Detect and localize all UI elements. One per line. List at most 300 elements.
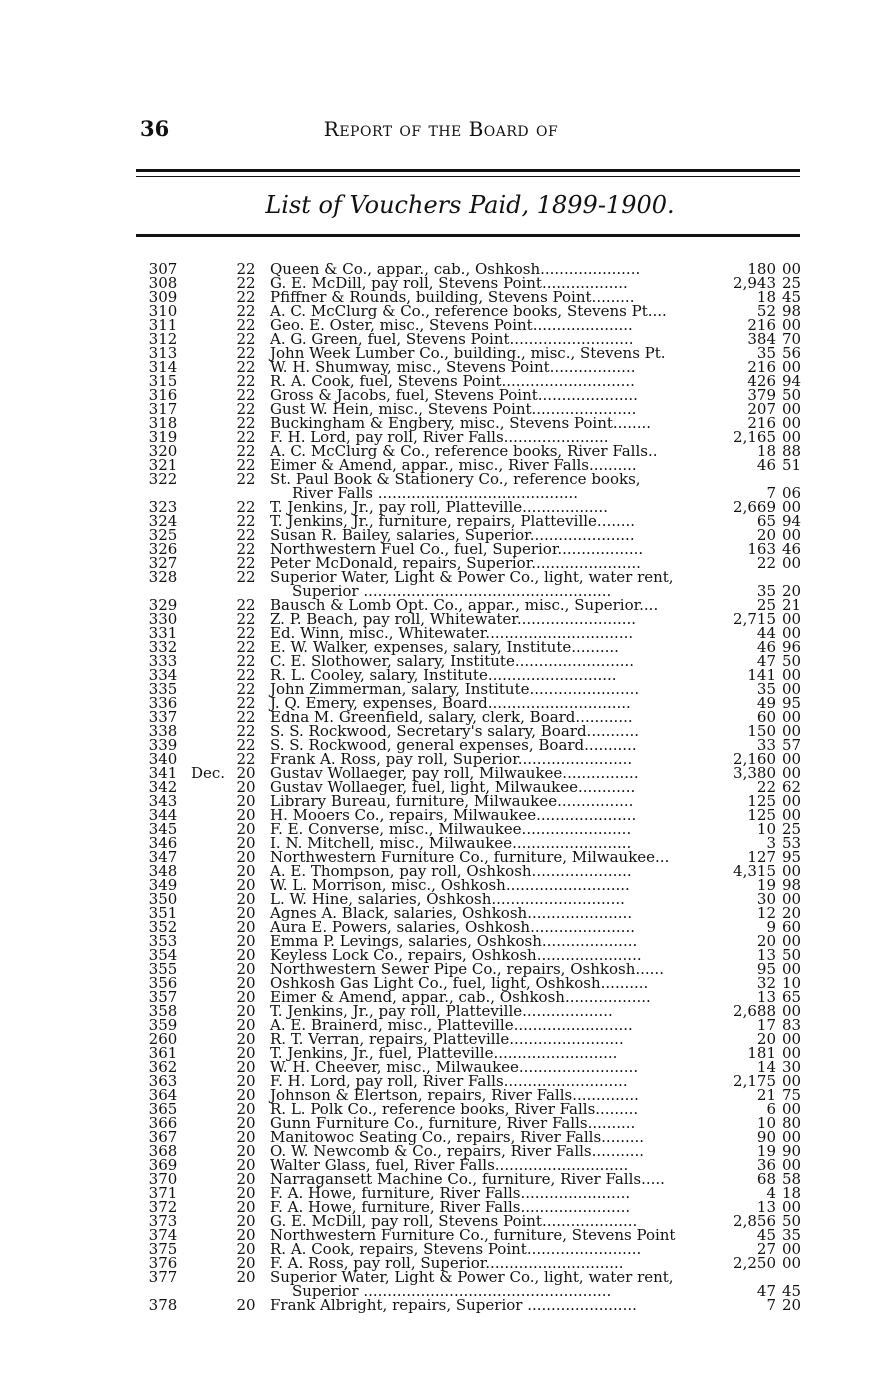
voucher-description-text: Bausch & Lomb Opt. Co., appar., misc., Superior....: [270, 596, 659, 614]
voucher-description-text: T. Jenkins, Jr., furniture, repairs, Platteville........: [270, 512, 636, 530]
voucher-day: 22: [236, 526, 256, 544]
voucher-day: 20: [236, 1296, 256, 1314]
voucher-amount-cents: 45: [782, 1282, 802, 1300]
voucher-number: 308: [148, 274, 178, 292]
voucher-number: 378: [148, 1296, 178, 1314]
voucher-day: 20: [236, 1100, 256, 1118]
voucher-number: 352: [148, 918, 178, 936]
voucher-amount-dollars: 35: [756, 582, 776, 600]
voucher-number: 320: [148, 442, 178, 460]
voucher-day: 20: [236, 918, 256, 936]
voucher-day: 22: [236, 498, 256, 516]
voucher-description-text: Geo. E. Oster, misc., Stevens Point.....................: [270, 316, 633, 334]
voucher-number: 327: [148, 554, 178, 572]
voucher-description: [270, 570, 718, 598]
voucher-number: 368: [148, 1142, 178, 1160]
voucher-amount-dollars: 2,175: [733, 1072, 776, 1090]
voucher-number: 370: [148, 1170, 178, 1188]
voucher-day: 20: [236, 932, 256, 950]
voucher-amount-dollars: 216: [747, 414, 776, 432]
voucher-amount-cents: 30: [782, 1058, 802, 1076]
voucher-number: 366: [148, 1114, 178, 1132]
voucher-description-text: T. Jenkins, Jr., fuel, Platteville..........................: [270, 1044, 618, 1062]
voucher-day: 22: [236, 274, 256, 292]
voucher-number: 318: [148, 414, 178, 432]
voucher-day: 22: [236, 750, 256, 768]
voucher-number: 316: [148, 386, 178, 404]
voucher-description-text: Walter Glass, fuel, River Falls............................: [270, 1156, 629, 1174]
voucher-description-text: W. L. Morrison, misc., Oshkosh..........................: [270, 876, 630, 894]
voucher-amount-dollars: 22: [756, 778, 776, 796]
voucher-amount-dollars: 9: [766, 918, 776, 936]
voucher-amount-cents: 00: [782, 1254, 802, 1272]
voucher-description-text: Frank Albright, repairs, Superior .......................: [270, 1296, 637, 1314]
voucher-amount-cents: 00: [782, 554, 802, 572]
voucher-day: 20: [236, 1184, 256, 1202]
voucher-number: 311: [148, 316, 178, 334]
voucher-amount-dollars: 68: [756, 1170, 776, 1188]
voucher-amount-dollars: 18: [756, 442, 776, 460]
voucher-amount-cents: 00: [782, 400, 802, 418]
voucher-day: 20: [236, 1072, 256, 1090]
voucher-amount-cents: 57: [782, 736, 802, 754]
voucher-amount-dollars: 207: [747, 400, 776, 418]
voucher-amount-dollars: 3: [766, 834, 776, 852]
voucher-number: 309: [148, 288, 178, 306]
voucher-amount-dollars: 216: [747, 316, 776, 334]
voucher-day: 22: [236, 624, 256, 642]
voucher-amount-cents: 94: [782, 372, 802, 390]
voucher-amount-cents: 98: [782, 876, 802, 894]
voucher-description-text: Ed. Winn, misc., Whitewater...............................: [270, 624, 634, 642]
voucher-number: 333: [148, 652, 178, 670]
voucher-amount-dollars: 18: [756, 288, 776, 306]
voucher-number: 349: [148, 876, 178, 894]
voucher-amount-dollars: 2,715: [733, 610, 776, 628]
voucher-amount-dollars: 36: [756, 1156, 776, 1174]
voucher-amount-cents: 50: [782, 652, 802, 670]
voucher-number: 312: [148, 330, 178, 348]
voucher-description-text: Northwestern Furniture Co., furniture, Milwaukee...: [270, 848, 670, 866]
voucher-amount-cents: 70: [782, 330, 802, 348]
voucher-amount-dollars: 45: [756, 1226, 776, 1244]
voucher-number: 331: [148, 624, 178, 642]
voucher-amount-dollars: 27: [756, 1240, 776, 1258]
voucher-amount-cents: 00: [782, 1002, 802, 1020]
voucher-amount-dollars: 35: [756, 344, 776, 362]
voucher-amount-cents: 56: [782, 344, 802, 362]
voucher-number: 363: [148, 1072, 178, 1090]
voucher-amount-dollars: 19: [756, 876, 776, 894]
title-bottom-rule: [136, 234, 800, 237]
voucher-day: 22: [236, 652, 256, 670]
voucher-description-text: Eimer & Amend, appar., cab., Oshkosh..................: [270, 988, 651, 1006]
voucher-description-text: Narragansett Machine Co., furniture, River Falls.....: [270, 1170, 665, 1188]
voucher-number: 375: [148, 1240, 178, 1258]
voucher-number: 346: [148, 834, 178, 852]
voucher-day: 20: [236, 1268, 256, 1286]
voucher-amount-cents: 20: [782, 904, 802, 922]
voucher-description-text: W. H. Cheever, misc., Milwaukee.........................: [270, 1058, 639, 1076]
voucher-description-text: S. S. Rockwood, general expenses, Board...........: [270, 736, 637, 754]
voucher-amount-cents: 06: [782, 484, 802, 502]
voucher-description-text: T. Jenkins, Jr., pay roll, Platteville..................: [270, 498, 608, 516]
voucher-description-text: Superior Water, Light & Power Co., light, water rent,: [270, 568, 674, 586]
voucher-day: 20: [236, 1086, 256, 1104]
voucher-number: 314: [148, 358, 178, 376]
voucher-amount-dollars: 32: [756, 974, 776, 992]
voucher-description-text: Emma P. Levings, salaries, Oshkosh....................: [270, 932, 638, 950]
voucher-number: 353: [148, 932, 178, 950]
voucher-amount-cents: 00: [782, 260, 802, 278]
voucher-amount-cents: 80: [782, 1114, 802, 1132]
voucher-day: 20: [236, 876, 256, 894]
voucher-number: 315: [148, 372, 178, 390]
voucher-description-text: Aura E. Powers, salaries, Oshkosh......................: [270, 918, 635, 936]
voucher-month: Dec.: [191, 764, 226, 782]
voucher-description-text: Library Bureau, furniture, Milwaukee................: [270, 792, 634, 810]
voucher-number: 328: [148, 568, 178, 586]
voucher-amount-cents: 51: [782, 456, 802, 474]
list-title: List of Vouchers Paid, 1899-1900.: [265, 191, 675, 219]
voucher-day: 22: [236, 442, 256, 460]
voucher-amount-dollars: 426: [747, 372, 776, 390]
voucher-day: 20: [236, 848, 256, 866]
voucher-day: 20: [236, 1128, 256, 1146]
voucher-amount-cents: 90: [782, 1142, 802, 1160]
voucher-day: 20: [236, 890, 256, 908]
voucher-number: 357: [148, 988, 178, 1006]
voucher-day: 22: [236, 316, 256, 334]
voucher-number: 337: [148, 708, 178, 726]
voucher-description-text: A. E. Brainerd, misc., Platteville.........................: [270, 1016, 633, 1034]
voucher-number: 372: [148, 1198, 178, 1216]
voucher-number: 358: [148, 1002, 178, 1020]
voucher-number: 345: [148, 820, 178, 838]
voucher-amount-dollars: 14: [756, 1058, 776, 1076]
voucher-number: 347: [148, 848, 178, 866]
voucher-day: 20: [236, 862, 256, 880]
voucher-description-text: Gunn Furniture Co., furniture, River Falls..........: [270, 1114, 636, 1132]
voucher-amount-cents: 00: [782, 624, 802, 642]
voucher-day: 22: [236, 638, 256, 656]
voucher-number: 374: [148, 1226, 178, 1244]
voucher-amount-dollars: 4,315: [733, 862, 776, 880]
voucher-day: 20: [236, 806, 256, 824]
voucher-amount-cents: 25: [782, 274, 802, 292]
voucher-description-text: Keyless Lock Co., repairs, Oshkosh......................: [270, 946, 642, 964]
voucher-description-text: S. S. Rockwood, Secretary's salary, Board...........: [270, 722, 640, 740]
voucher-day: 22: [236, 288, 256, 306]
voucher-description-text: Gust W. Hein, misc., Stevens Point......................: [270, 400, 637, 418]
voucher-day: 20: [236, 1212, 256, 1230]
voucher-description-text: Peter McDonald, repairs, Superior.......................: [270, 554, 641, 572]
voucher-day: 22: [236, 386, 256, 404]
voucher-number: 340: [148, 750, 178, 768]
voucher-day: 22: [236, 694, 256, 712]
voucher-amount-cents: 00: [782, 1198, 802, 1216]
voucher-number: 348: [148, 862, 178, 880]
voucher-description-text: Pfiffner & Rounds, building, Stevens Point.........: [270, 288, 635, 306]
voucher-amount-cents: 25: [782, 820, 802, 838]
page-number: 36: [140, 116, 170, 141]
voucher-amount-cents: 94: [782, 512, 802, 530]
voucher-amount-cents: 75: [782, 1086, 802, 1104]
voucher-amount-cents: 50: [782, 386, 802, 404]
voucher-day: 22: [236, 302, 256, 320]
voucher-number: 364: [148, 1086, 178, 1104]
voucher-description-text: Buckingham & Engbery, misc., Stevens Point........: [270, 414, 652, 432]
voucher-number: 341: [148, 764, 178, 782]
voucher-description-text: J. Q. Emery, expenses, Board..............................: [270, 694, 631, 712]
voucher-amount-cents: 00: [782, 764, 802, 782]
voucher-amount-cents: 88: [782, 442, 802, 460]
voucher-description-text: T. Jenkins, Jr., pay roll, Platteville...................: [270, 1002, 613, 1020]
voucher-number: 310: [148, 302, 178, 320]
voucher-number: 323: [148, 498, 178, 516]
voucher-amount-cents: 00: [782, 806, 802, 824]
voucher-amount-dollars: 7: [766, 484, 776, 502]
voucher-description-text: L. W. Hine, salaries, Oshkosh............................: [270, 890, 625, 908]
voucher-day: 20: [236, 974, 256, 992]
voucher-description-text: F. H. Lord, pay roll, River Falls..........................: [270, 1072, 628, 1090]
voucher-description-text: R. A. Cook, repairs, Stevens Point........................: [270, 1240, 642, 1258]
voucher-description-text: R. L. Polk Co., reference books, River Falls.........: [270, 1100, 639, 1118]
voucher-description: [270, 1270, 718, 1298]
voucher-amount-dollars: 3,380: [733, 764, 776, 782]
voucher-day: 20: [236, 1254, 256, 1272]
voucher-amount-dollars: 20: [756, 932, 776, 950]
voucher-amount-dollars: 65: [756, 512, 776, 530]
voucher-day: 22: [236, 428, 256, 446]
voucher-amount-dollars: 150: [747, 722, 776, 740]
top-double-rule: [136, 169, 800, 172]
voucher-amount-dollars: 163: [747, 540, 776, 558]
voucher-description-text: Agnes A. Black, salaries, Oshkosh......................: [270, 904, 633, 922]
voucher-row: [0, 472, 882, 500]
voucher-day: 22: [236, 610, 256, 628]
voucher-day: 22: [236, 680, 256, 698]
voucher-description-text: Gustav Wollaeger, pay roll, Milwaukee................: [270, 764, 639, 782]
voucher-amount-cents: 00: [782, 1156, 802, 1174]
voucher-description-text: H. Mooers Co., repairs, Milwaukee.....................: [270, 806, 637, 824]
voucher-amount-dollars: 60: [756, 708, 776, 726]
voucher-amount-cents: 10: [782, 974, 802, 992]
voucher-amount-cents: 00: [782, 792, 802, 810]
voucher-amount-cents: 00: [782, 708, 802, 726]
voucher-number: 344: [148, 806, 178, 824]
voucher-row: [0, 1270, 882, 1298]
voucher-amount-dollars: 7: [766, 1296, 776, 1314]
voucher-day: 20: [236, 1240, 256, 1258]
voucher-number: 354: [148, 946, 178, 964]
voucher-amount-cents: 96: [782, 638, 802, 656]
voucher-day: 20: [236, 904, 256, 922]
voucher-description-text: Gustav Wollaeger, fuel, light, Milwaukee............: [270, 778, 636, 796]
voucher-amount-dollars: 13: [756, 1198, 776, 1216]
voucher-amount-dollars: 13: [756, 988, 776, 1006]
voucher-day: 22: [236, 568, 256, 586]
voucher-day: 22: [236, 260, 256, 278]
voucher-day: 20: [236, 946, 256, 964]
voucher-number: 376: [148, 1254, 178, 1272]
voucher-day: 22: [236, 540, 256, 558]
voucher-amount-dollars: 181: [747, 1044, 776, 1062]
voucher-description-text: Oshkosh Gas Light Co., fuel, light, Oshkosh..........: [270, 974, 649, 992]
voucher-description-text: W. H. Shumway, misc., Stevens Point..................: [270, 358, 636, 376]
voucher-description-text: Northwestern Furniture Co., furniture, Stevens Point: [270, 1226, 676, 1244]
voucher-amount-cents: 58: [782, 1170, 802, 1188]
voucher-number: 355: [148, 960, 178, 978]
voucher-description: [270, 472, 718, 500]
voucher-number: 343: [148, 792, 178, 810]
voucher-amount-cents: 00: [782, 1072, 802, 1090]
voucher-amount-dollars: 2,165: [733, 428, 776, 446]
voucher-description-text: A. G. Green, fuel, Stevens Point..........................: [270, 330, 634, 348]
voucher-number: 361: [148, 1044, 178, 1062]
voucher-amount-dollars: 180: [747, 260, 776, 278]
voucher-amount-dollars: 95: [756, 960, 776, 978]
voucher-description-text: E. W. Walker, expenses, salary, Institute..........: [270, 638, 619, 656]
voucher-amount-dollars: 141: [747, 666, 776, 684]
voucher-day: 20: [236, 1156, 256, 1174]
voucher-day: 22: [236, 554, 256, 572]
voucher-amount-cents: 00: [782, 610, 802, 628]
voucher-description-text: F. H. Lord, pay roll, River Falls......................: [270, 428, 609, 446]
voucher-day: 20: [236, 834, 256, 852]
voucher-amount-dollars: 379: [747, 386, 776, 404]
voucher-amount-dollars: 52: [756, 302, 776, 320]
voucher-amount-cents: 00: [782, 1128, 802, 1146]
voucher-number: 338: [148, 722, 178, 740]
voucher-amount-dollars: 20: [756, 1030, 776, 1048]
voucher-amount-dollars: 216: [747, 358, 776, 376]
voucher-number: 307: [148, 260, 178, 278]
voucher-amount-cents: 00: [782, 750, 802, 768]
voucher-amount-dollars: 33: [756, 736, 776, 754]
voucher-day: 20: [236, 1058, 256, 1076]
voucher-description-text: A. E. Thompson, pay roll, Oshkosh.....................: [270, 862, 632, 880]
voucher-amount-dollars: 13: [756, 946, 776, 964]
voucher-amount-cents: 53: [782, 834, 802, 852]
voucher-number: 359: [148, 1016, 178, 1034]
voucher-amount-dollars: 2,669: [733, 498, 776, 516]
voucher-day: 20: [236, 820, 256, 838]
voucher-amount-cents: 00: [782, 932, 802, 950]
voucher-amount-dollars: 127: [747, 848, 776, 866]
voucher-number: 329: [148, 596, 178, 614]
voucher-number: 362: [148, 1058, 178, 1076]
voucher-description-text: Frank A. Ross, pay roll, Superior........................: [270, 750, 633, 768]
voucher-description-text: A. C. McClurg & Co., reference books, Stevens Pt....: [270, 302, 667, 320]
voucher-description-text: F. A. Howe, furniture, River Falls.......................: [270, 1184, 631, 1202]
voucher-amount-dollars: 17: [756, 1016, 776, 1034]
running-head: Report of the Board of: [323, 117, 559, 141]
voucher-amount-cents: 62: [782, 778, 802, 796]
voucher-number: 371: [148, 1184, 178, 1202]
voucher-description-text: Manitowoc Seating Co., repairs, River Falls.........: [270, 1128, 645, 1146]
voucher-day: 22: [236, 344, 256, 362]
voucher-day: 20: [236, 1226, 256, 1244]
voucher-amount-dollars: 44: [756, 624, 776, 642]
voucher-number: 339: [148, 736, 178, 754]
voucher-number: 321: [148, 456, 178, 474]
voucher-day: 20: [236, 1170, 256, 1188]
voucher-amount-dollars: 19: [756, 1142, 776, 1160]
voucher-amount-cents: 35: [782, 1226, 802, 1244]
voucher-amount-cents: 95: [782, 848, 802, 866]
voucher-description-text: R. L. Cooley, salary, Institute...........................: [270, 666, 617, 684]
voucher-day: 22: [236, 512, 256, 530]
voucher-day: 22: [236, 372, 256, 390]
voucher-number: 377: [148, 1268, 178, 1286]
voucher-number: 332: [148, 638, 178, 656]
voucher-amount-dollars: 10: [756, 1114, 776, 1132]
voucher-amount-cents: 00: [782, 1240, 802, 1258]
voucher-number: 325: [148, 526, 178, 544]
voucher-amount-dollars: 2,856: [733, 1212, 776, 1230]
voucher-number: 350: [148, 890, 178, 908]
voucher-amount-cents: 00: [782, 960, 802, 978]
voucher-amount-cents: 18: [782, 1184, 802, 1202]
voucher-amount-cents: 00: [782, 722, 802, 740]
voucher-amount-cents: 50: [782, 946, 802, 964]
voucher-day: 20: [236, 960, 256, 978]
voucher-amount-cents: 00: [782, 1030, 802, 1048]
voucher-amount-dollars: 2,160: [733, 750, 776, 768]
voucher-amount-cents: 00: [782, 498, 802, 516]
voucher-amount-dollars: 46: [756, 456, 776, 474]
voucher-day: 20: [236, 764, 256, 782]
voucher-amount-cents: 65: [782, 988, 802, 1006]
voucher-day: 20: [236, 1114, 256, 1132]
voucher-number: 260: [148, 1030, 178, 1048]
voucher-description-text: John Zimmerman, salary, Institute.......................: [270, 680, 640, 698]
voucher-amount-cents: 00: [782, 358, 802, 376]
voucher-description-text: Gross & Jacobs, fuel, Stevens Point.....................: [270, 386, 638, 404]
voucher-number: 334: [148, 666, 178, 684]
voucher-description-text: Eimer & Amend, appar., misc., River Falls..........: [270, 456, 637, 474]
voucher-day: 20: [236, 792, 256, 810]
voucher-description-text: F. A. Howe, furniture, River Falls.......................: [270, 1198, 631, 1216]
voucher-amount-cents: 00: [782, 1044, 802, 1062]
voucher-description-text: Northwestern Fuel Co., fuel, Superior..................: [270, 540, 644, 558]
voucher-description-text: Z. P. Beach, pay roll, Whitewater.........................: [270, 610, 637, 628]
voucher-number: 365: [148, 1100, 178, 1118]
voucher-description-text: I. N. Mitchell, misc., Milwaukee.........................: [270, 834, 632, 852]
voucher-amount-dollars: 21: [756, 1086, 776, 1104]
voucher-amount-dollars: 2,250: [733, 1254, 776, 1272]
voucher-number: 324: [148, 512, 178, 530]
voucher-amount-dollars: 20: [756, 526, 776, 544]
voucher-day: 22: [236, 400, 256, 418]
voucher-amount-cents: 00: [782, 414, 802, 432]
voucher-amount-dollars: 30: [756, 890, 776, 908]
voucher-number: 367: [148, 1128, 178, 1146]
voucher-number: 369: [148, 1156, 178, 1174]
voucher-list: [0, 262, 882, 1312]
voucher-amount-dollars: 10: [756, 820, 776, 838]
voucher-day: 20: [236, 1142, 256, 1160]
voucher-day: 20: [236, 988, 256, 1006]
voucher-number: 330: [148, 610, 178, 628]
top-thin-rule: [136, 176, 800, 177]
voucher-number: 356: [148, 974, 178, 992]
voucher-amount-cents: 50: [782, 1212, 802, 1230]
voucher-description-text: G. E. McDill, pay roll, Stevens Point....................: [270, 1212, 638, 1230]
voucher-amount-cents: 00: [782, 862, 802, 880]
voucher-number: 313: [148, 344, 178, 362]
